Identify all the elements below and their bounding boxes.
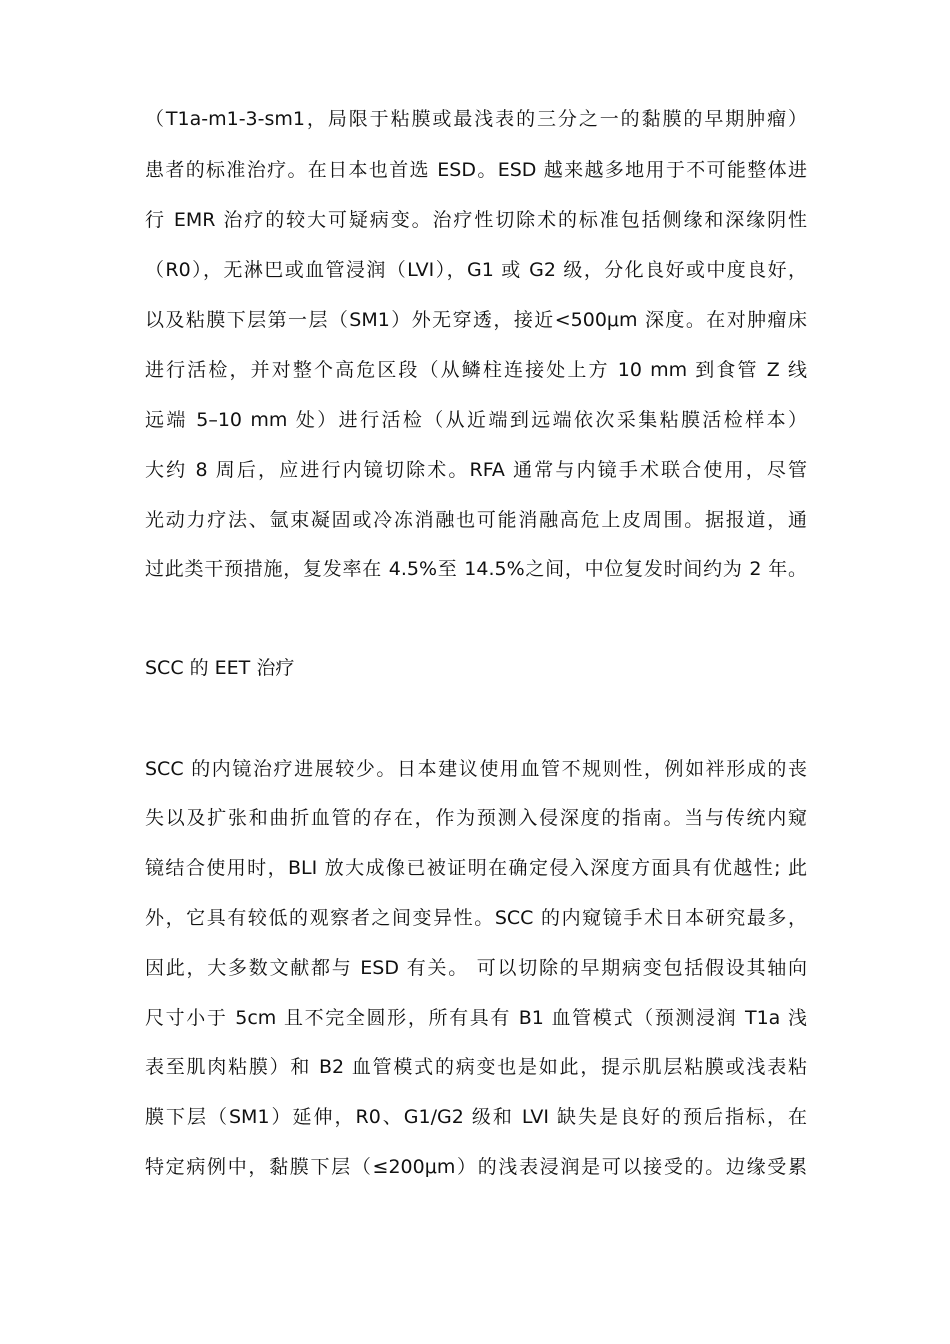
paragraph-2-line-6: 尺寸小于 5cm 且不完全圆形，所有具有 B1 血管模式（预测浸润 T1a 浅	[145, 1007, 807, 1029]
paragraph-2-line-9: 特定病例中，黏膜下层（≤200μm）的浅表浸润是可以接受的。边缘受累	[145, 1156, 807, 1178]
paragraph-1-line-4: （R0），无淋巴或血管浸润（LVI），G1 或 G2 级，分化良好或中度良好，	[145, 259, 807, 281]
paragraph-1-line-9: 光动力疗法、氩束凝固或冷冻消融也可能消融高危上皮周围。据报道，通	[145, 509, 807, 531]
paragraph-2-line-3: 镜结合使用时，BLI 放大成像已被证明在确定侵入深度方面具有优越性; 此	[145, 857, 807, 879]
paragraph-1-line-5: 以及粘膜下层第一层（SM1）外无穿透，接近<500μm 深度。在对肿瘤床	[145, 309, 807, 331]
paragraph-1-line-8: 大约 8 周后，应进行内镜切除术。RFA 通常与内镜手术联合使用，尽管	[145, 459, 807, 481]
paragraph-2-line-8: 膜下层（SM1）延伸，R0、G1/G2 级和 LVI 缺失是良好的预后指标，在	[145, 1106, 807, 1128]
paragraph-2-line-5: 因此，大多数文献都与 ESD 有关。 可以切除的早期病变包括假设其轴向	[145, 957, 807, 979]
paragraph-1-line-10: 过此类干预措施，复发率在 4.5%至 14.5%之间，中位复发时间约为 2 年。	[145, 558, 807, 580]
paragraph-1-line-2: 患者的标准治疗。在日本也首选 ESD。ESD 越来越多地用于不可能整体进	[145, 159, 807, 181]
paragraph-1-line-3: 行 EMR 治疗的较大可疑病变。治疗性切除术的标准包括侧缘和深缘阴性	[145, 209, 807, 231]
paragraph-1-line-1: （T1a-m1-3-sm1，局限于粘膜或最浅表的三分之一的黏膜的早期肿瘤）	[145, 108, 807, 130]
paragraph-2-line-1: SCC 的内镜治疗进展较少。日本建议使用血管不规则性，例如袢形成的丧	[145, 758, 807, 780]
paragraph-2-line-2: 失以及扩张和曲折血管的存在，作为预测入侵深度的指南。当与传统内窥	[145, 807, 807, 829]
paragraph-2-line-7: 表至肌肉粘膜）和 B2 血管模式的病变也是如此，提示肌层粘膜或浅表粘	[145, 1056, 807, 1078]
paragraph-2-line-4: 外，它具有较低的观察者之间变异性。SCC 的内窥镜手术日本研究最多，	[145, 907, 807, 929]
section-heading: SCC 的 EET 治疗	[145, 657, 295, 679]
paragraph-1-line-6: 进行活检，并对整个高危区段（从鳞柱连接处上方 10 mm 到食管 Z 线	[145, 359, 807, 381]
paragraph-1-line-7: 远端 5–10 mm 处）进行活检（从近端到远端依次采集粘膜活检样本）	[145, 409, 807, 431]
